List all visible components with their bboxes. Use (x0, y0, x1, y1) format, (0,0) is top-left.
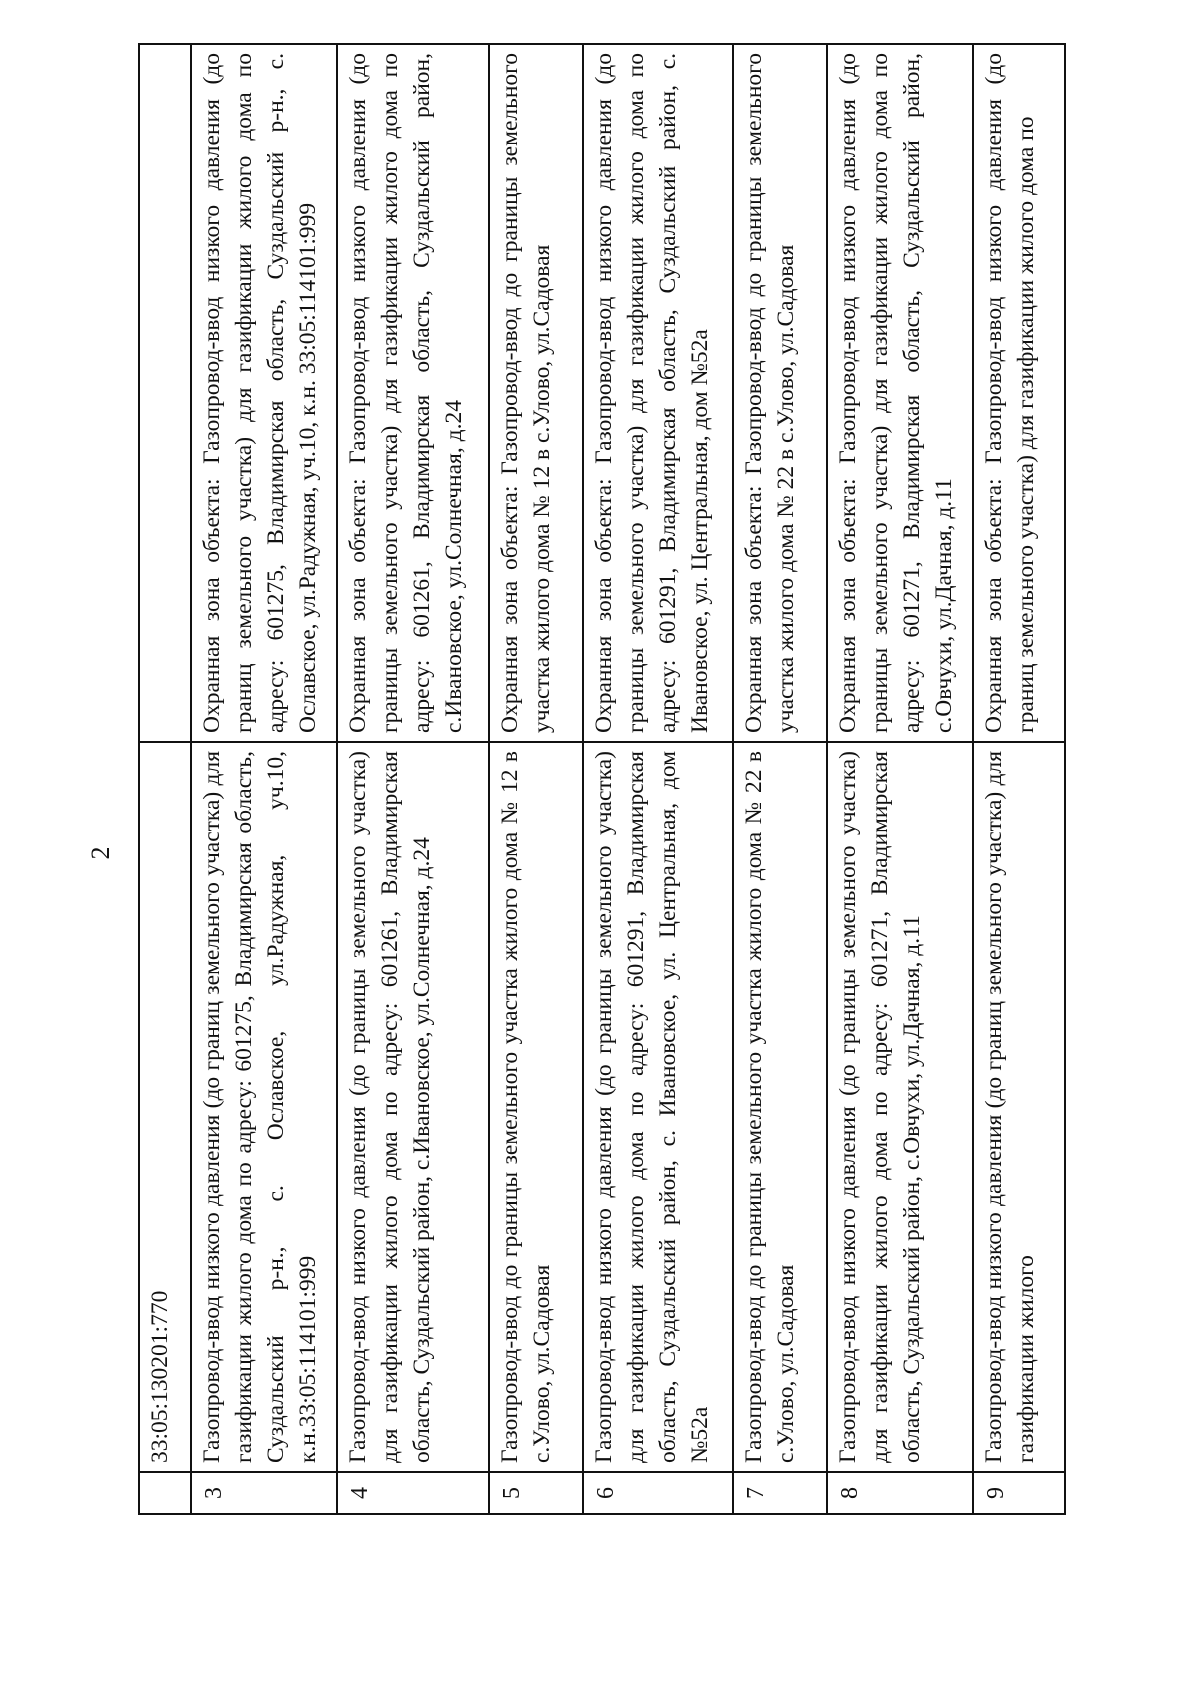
row-number-cell: 7 (733, 1472, 827, 1514)
row-number-cell: 3 (191, 1472, 337, 1514)
table-row (489, 44, 583, 1514)
object-description-cell: Газопровод-ввод низкого давления (до границы земельного участка) для газификации жилого дома по адресу: 601261, Владимирская область, Суздальский район, с.Ивановское, ул.Солнечная, д.24 (337, 742, 489, 1472)
object-description-cell: Газопровод-ввод низкого давления (до границ земельного участка) для газификации жилого (973, 742, 1065, 1472)
object-description-cell: Газопровод-ввод низкого давления (до границы земельного участка) для газификации жилого дома по адресу: 601271, Владимирская область, Суздальский район, с.Овчухи, ул.Дачная, д.11 (827, 742, 973, 1472)
objects-table (138, 43, 1066, 1515)
protection-zone-cell: Охранная зона объекта: Газопровод-ввод до границы земельного участка жилого дома № 12 в с.Улово, ул.Садовая (489, 44, 583, 742)
protection-zone-cell: Охранная зона объекта: Газопровод-ввод низкого давления (до границы земельного участка) для газификации жилого дома по адресу: 601271, Владимирская область, Суздальский район, с.Овчухи, ул.Дачная, д.11 (827, 44, 973, 742)
object-description-cell: Газопровод-ввод низкого давления (до границы земельного участка) для газификации жилого дома по адресу: 601291, Владимирская область, Суздальский район, с. Ивановское, ул. Центральная, дом №52а (583, 742, 733, 1472)
table-row (337, 44, 489, 1514)
table-row (827, 44, 973, 1514)
row-number-cell: 4 (337, 1472, 489, 1514)
zone-cell (139, 44, 191, 742)
protection-zone-cell: Охранная зона объекта: Газопровод-ввод до границы земельного участка жилого дома № 22 в с.Улово, ул.Садовая (733, 44, 827, 742)
page-number: 2 (86, 846, 115, 860)
row-number-cell: 6 (583, 1472, 733, 1514)
table-row (583, 44, 733, 1514)
table-row (733, 44, 827, 1514)
table-row (973, 44, 1065, 1514)
object-description-cell: Газопровод-ввод до границы земельного участка жилого дома № 22 в с.Улово, ул.Садовая (733, 742, 827, 1472)
table-row (191, 44, 337, 1514)
row-number-cell: 5 (489, 1472, 583, 1514)
cadastral-number-cell: 33:05:130201:770 (139, 742, 191, 1472)
row-number-cell: 9 (973, 1472, 1065, 1514)
rotated-table-wrapper (138, 45, 1058, 1515)
protection-zone-cell: Охранная зона объекта: Газопровод-ввод низкого давления (до границ земельного участка) для газификации жилого дома по адресу: 601275, Владимирская область, Суздальский р-н., с. Ославское, ул.Радужная, уч.10, к.н. 33:05:114101:999 (191, 44, 337, 742)
table-row (139, 44, 191, 1514)
protection-zone-cell: Охранная зона объекта: Газопровод-ввод низкого давления (до границы земельного участка) для газификации жилого дома по адресу: 601291, Владимирская область, Суздальский район, с. Ивановское, ул. Центральная, дом №52а (583, 44, 733, 742)
row-number-cell (139, 1472, 191, 1514)
row-number-cell: 8 (827, 1472, 973, 1514)
protection-zone-cell: Охранная зона объекта: Газопровод-ввод низкого давления (до границ земельного участка) для газификации жилого дома по (973, 44, 1065, 742)
object-description-cell: Газопровод-ввод низкого давления (до границ земельного участка) для газификации жилого дома по адресу: 601275, Владимирская область, Суздальский р-н., с. Ославское, ул.Радужная, уч.10, к.н.33:05:114101:999 (191, 742, 337, 1472)
protection-zone-cell: Охранная зона объекта: Газопровод-ввод низкого давления (до границы земельного участка) для газификации жилого дома по адресу: 601261, Владимирская область, Суздальский район, с.Ивановское, ул.Солнечная, д.24 (337, 44, 489, 742)
object-description-cell: Газопровод-ввод до границы земельного участка жилого дома № 12 в с.Улово, ул.Садовая (489, 742, 583, 1472)
